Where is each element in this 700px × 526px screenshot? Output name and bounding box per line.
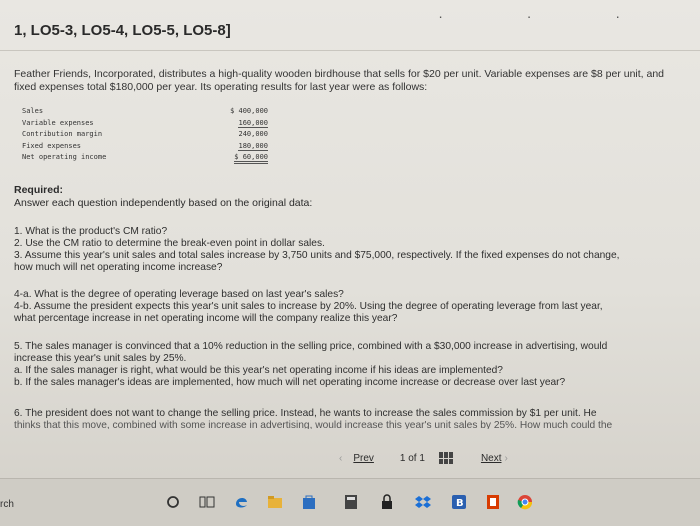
statement-row: Net operating income $ 60,000 (22, 152, 282, 164)
question-5b: b. If the sales manager's ideas are implemented, how much will net operating income increase or decrease over last year? (14, 377, 566, 388)
lock-app-icon[interactable] (376, 491, 398, 513)
required-heading: Required: (14, 184, 64, 196)
income-statement (22, 106, 282, 164)
question-4a: 4-a. What is the degree of operating leverage based on last year's sales? (14, 289, 344, 300)
question-5a: a. If the sales manager is right, what would be this year's net operating income if his ideas are implemented? (14, 365, 503, 376)
search-label[interactable]: rch (0, 499, 14, 510)
top-dots: · · · (438, 8, 660, 24)
calculator-icon[interactable] (340, 491, 362, 513)
cortana-icon[interactable] (162, 491, 184, 513)
required-subheading: Answer each question independently based on the original data: (14, 197, 313, 209)
statement-row: Contribution margin 240,000 (22, 130, 268, 138)
edge-icon[interactable] (230, 491, 252, 513)
question-1: 1. What is the product's CM ratio? (14, 226, 168, 237)
statement-row: Sales $ 400,000 (22, 107, 268, 115)
grid-icon[interactable] (439, 452, 453, 464)
svg-text:B: B (456, 498, 464, 509)
divider (0, 50, 700, 51)
question-3: 3. Assume this year's unit sales and total sales increase by 3,750 units and $75,000, respectively. If the fixed expenses do not change, (14, 250, 620, 261)
task-view-icon[interactable] (196, 491, 218, 513)
question-4b-cont: what percentage increase in net operating income will the company realize this year? (14, 313, 398, 324)
question-5: 5. The sales manager is convinced that a 10% reduction in the selling price, combined with a $30,000 increase in advertising, would (14, 341, 608, 352)
chrome-icon[interactable] (514, 491, 536, 513)
intro-text: Feather Friends, Incorporated, distributes a high-quality wooden birdhouse that sells for $20 per unit. Variable expenses are $8 per unit, and fixed expenses total $180,000 per year. Its operating results for last year were as follows: (14, 68, 665, 93)
next-button[interactable]: Next (480, 452, 502, 464)
question-5-cont: increase this year's unit sales by 25%. (14, 353, 187, 364)
taskbar (0, 478, 700, 526)
prev-button[interactable]: Prev (353, 452, 374, 464)
question-3-cont: how much will net operating income increase? (14, 262, 223, 273)
question-6: 6. The president does not want to change the selling price. Instead, he wants to increase the sales commission by $1 per unit. He (14, 408, 597, 419)
chevron-left-icon[interactable]: ‹ (339, 452, 343, 464)
page-title: 1, LO5-3, LO5-4, LO5-5, LO5-8] (14, 22, 231, 39)
question-4b: 4-b. Assume the president expects this year's unit sales to increase by 20%. Using the degree of operating leverage from last year, (14, 301, 603, 312)
statement-row: Variable expenses 160,000 (22, 118, 268, 127)
dropbox-icon[interactable] (412, 491, 434, 513)
bing-app-icon[interactable] (448, 491, 470, 513)
statement-row: Fixed expenses 180,000 (22, 141, 268, 150)
office-icon[interactable] (482, 491, 504, 513)
file-explorer-icon[interactable] (264, 491, 286, 513)
question-6-cont: thinks that this move, combined with some increase in advertising, would increase this year's unit sales by 25%. How much could the (14, 420, 613, 429)
pager (336, 447, 546, 469)
question-2: 2. Use the CM ratio to determine the break-even point in dollar sales. (14, 238, 325, 249)
chevron-right-icon[interactable]: › (504, 452, 508, 464)
store-icon[interactable] (298, 491, 320, 513)
page-count: 1 of 1 (399, 452, 425, 464)
